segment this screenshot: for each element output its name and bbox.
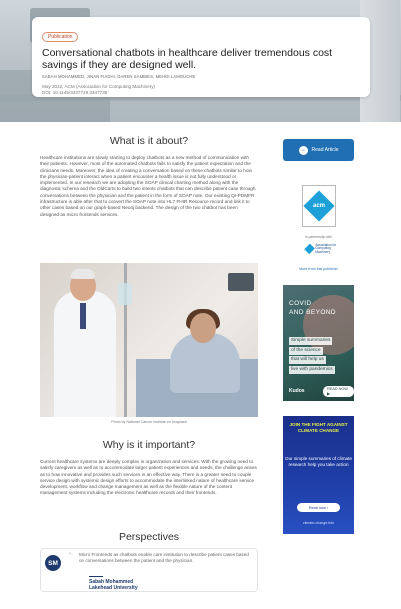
section-heading-about: What is it about?	[109, 135, 189, 147]
partner-logo[interactable]	[306, 243, 344, 255]
perspective-card	[40, 548, 258, 592]
perspective-author-name: Sabah Mohammed	[89, 579, 134, 585]
page-title: Conversational chatbots in healthcare deliver tremendous cost savings if they are designed well.	[42, 47, 333, 71]
perspective-author	[89, 579, 138, 591]
climate-ad-subtext: Our simple summaries of climate research help you take action	[285, 456, 352, 467]
climate-ad-banner[interactable]	[283, 416, 354, 534]
avatar: SM	[45, 555, 61, 571]
importance-text: Current healthcare systems are deeply complex in organization and services. With the growing need to satisfy caregivers as well as to accommodate larger patient experiences and needs, the challenge arises as to how innovative and provides such services in an effective way. There is a greater need to couple service design with systemic design efforts to accommodate the interlinked nature of healthcare service development, workflow and change management as well as the flexible nature of the content management systems including the electronic healthcare records and their frontends.	[40, 459, 257, 496]
covid-ad-line: live with pandemics	[291, 366, 333, 372]
read-article-button[interactable]	[283, 139, 354, 161]
arrow-right-icon: →	[300, 147, 307, 153]
photo-monitor	[228, 273, 254, 291]
covid-ad-read-button[interactable]: READ NOW ▶	[323, 386, 354, 397]
partner-name-line1: Association for	[315, 242, 337, 247]
section-perspectives	[40, 531, 258, 543]
covid-ad-headline	[289, 299, 336, 317]
section-about	[40, 135, 258, 218]
climate-ad-headline: JOIN THE FIGHT AGAINST CLIMATE CHANGE	[289, 422, 348, 433]
partner-name	[315, 244, 344, 255]
covid-ad-line: that will help us	[291, 357, 324, 362]
covid-ad-lines	[289, 337, 347, 375]
covid-ad-banner[interactable]	[283, 285, 354, 401]
section-importance	[40, 439, 258, 497]
iv-bag	[118, 283, 132, 305]
publication-card	[32, 17, 370, 97]
section-heading-perspectives: Perspectives	[118, 531, 180, 543]
covid-ad-headline-line1: COVID	[289, 300, 312, 307]
covid-ad-line: of the science	[291, 347, 321, 353]
covid-ad-headline-line2: AND BEYOND	[289, 309, 336, 316]
partner-name-line2: Computing Machinery	[315, 246, 331, 254]
more-from-publisher-link[interactable]: More from this publisher	[299, 267, 338, 271]
acm-small-icon	[304, 244, 315, 255]
kudos-logo: Kudos	[289, 388, 305, 394]
publication-date-publisher: May 2022, ACM (Association for Computing Machinery)	[42, 84, 156, 89]
doctor-tie	[80, 303, 86, 329]
perspective-divider	[89, 576, 103, 577]
perspective-text: Micro Frontends as chatbots enable care institution to describe patient cases based on conversations between the patient and the physician.	[79, 552, 249, 563]
quote-icon: “	[69, 553, 71, 559]
hero-banner	[0, 0, 401, 122]
read-article-label: Read Article	[311, 147, 339, 153]
doi-link[interactable]: DOI: 10.1145/3347729.3347738	[42, 90, 108, 96]
acm-logo-text: acm	[312, 202, 326, 209]
partnership-text: In partnership with	[305, 235, 332, 239]
climate-ad-read-button[interactable]: Read now ›	[297, 503, 340, 512]
doctor-hair	[71, 269, 95, 279]
publication-meta	[42, 84, 360, 97]
article-photo	[40, 263, 258, 417]
acm-diamond-icon	[303, 190, 334, 221]
section-heading-importance: Why is it important?	[102, 439, 196, 451]
covid-ad-line: Simple summaries	[291, 338, 331, 343]
publication-badge: Publication	[42, 32, 78, 42]
climate-ad-site[interactable]: climate-change.info	[302, 521, 335, 525]
about-text: Healthcare institutions are slowly starting to deploy chatbots as a new method of communication with their patients. However, most of the automated chatbots fails to satisfy the patient expectation and the clinicians needs. Moreover, the idea of creating a conversation based on these chatbots similar to how the physician-patient interact when a patient encounter a health issue is not fully understood or implemented. In our research we are adopting the SOAP clinical charting method along with the diagnostic schema and the OldCarts to build two intents chatbots that can describe patient case through conversations between the physician and the patient in the form of SOAP note. Our existing QI-PDMFR infrastructure is able after that to convert the SOAP note into HL7 FHIR Resource record and link it to other cases based on our graph-based Neo4j backend. The design of the two chatbot has been designed as micro frontends services.	[40, 155, 256, 217]
patient-head	[190, 313, 216, 343]
photo-credit: Photo by National Cancer Institute on Unsplash	[111, 420, 187, 424]
acm-logo[interactable]	[302, 185, 336, 227]
author-list[interactable]: SABAH MOHAMMED, JINAN FIADHI, DAREN SAMBIES, MEHDI LAMOUCHE	[42, 74, 196, 79]
perspective-author-affiliation: Lakehead University	[89, 585, 138, 591]
